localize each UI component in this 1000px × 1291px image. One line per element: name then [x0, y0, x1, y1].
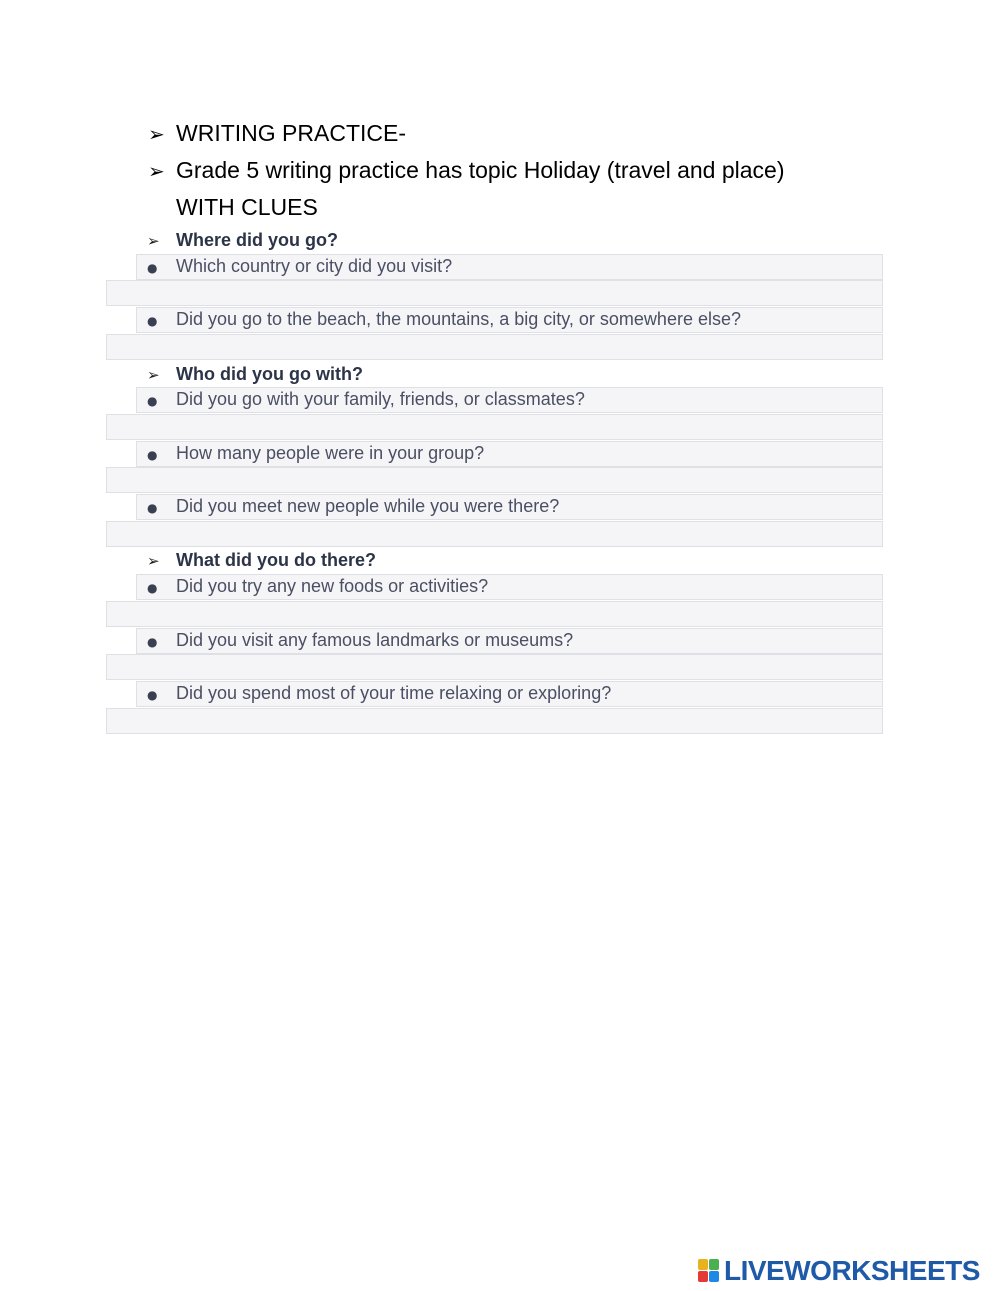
question-text: Did you spend most of your time relaxing or exploring?: [176, 683, 612, 703]
question-row: [136, 574, 883, 600]
worksheet-title: WRITING PRACTICE-: [176, 120, 406, 146]
question-row: [136, 681, 883, 707]
bullet-dot-icon: ●: [147, 581, 158, 595]
logo-block: [709, 1271, 719, 1282]
answer-input-3[interactable]: [106, 414, 883, 440]
bullet-dot-icon: ●: [147, 635, 158, 649]
question-text: Which country or city did you visit?: [176, 256, 453, 276]
bullet-dot-icon: ●: [147, 394, 158, 408]
answer-input-8[interactable]: [106, 708, 883, 734]
bullet-dot-icon: ●: [147, 261, 158, 275]
bullet-dot-icon: ●: [147, 501, 158, 515]
answer-input-7[interactable]: [106, 654, 883, 680]
answer-input-4[interactable]: [106, 467, 883, 493]
question-text: Did you go to the beach, the mountains, a big city, or somewhere else?: [176, 309, 741, 329]
question-text: Did you try any new foods or activities?: [176, 576, 489, 596]
question-row: [136, 307, 883, 333]
section-arrow-icon: ➢: [147, 366, 160, 384]
logo-block: [709, 1259, 719, 1270]
question-row: [136, 254, 883, 280]
answer-input-1[interactable]: [106, 280, 883, 306]
question-text: Did you go with your family, friends, or classmates?: [176, 389, 585, 409]
logo-block: [698, 1259, 708, 1270]
question-row: [136, 387, 883, 413]
section-title: What did you do there?: [176, 550, 376, 570]
bullet-arrow-icon: ➢: [148, 159, 165, 183]
bullet-dot-icon: ●: [147, 314, 158, 328]
answer-input-5[interactable]: [106, 521, 883, 547]
liveworksheets-logo: [698, 1256, 980, 1286]
section-title: Where did you go?: [176, 230, 338, 250]
question-text: Did you visit any famous landmarks or museums?: [176, 630, 574, 650]
logo-text: LIVEWORKSHEETS: [724, 1255, 980, 1286]
bullet-arrow-icon: ➢: [148, 122, 165, 146]
worksheet-topic: Grade 5 writing practice has topic Holiday (travel and place): [176, 157, 785, 183]
section-arrow-icon: ➢: [147, 232, 160, 250]
section-arrow-icon: ➢: [147, 552, 160, 570]
answer-input-2[interactable]: [106, 334, 883, 360]
bullet-dot-icon: ●: [147, 448, 158, 462]
question-row: [136, 441, 883, 467]
logo-blocks-icon: [698, 1259, 720, 1283]
logo-block: [698, 1271, 708, 1282]
question-row: [136, 628, 883, 654]
section-title: Who did you go with?: [176, 364, 363, 384]
worksheet-topic-continued: WITH CLUES: [176, 194, 318, 220]
bullet-dot-icon: ●: [147, 688, 158, 702]
question-text: How many people were in your group?: [176, 443, 485, 463]
question-text: Did you meet new people while you were there?: [176, 496, 560, 516]
answer-input-6[interactable]: [106, 601, 883, 627]
question-row: [136, 494, 883, 520]
